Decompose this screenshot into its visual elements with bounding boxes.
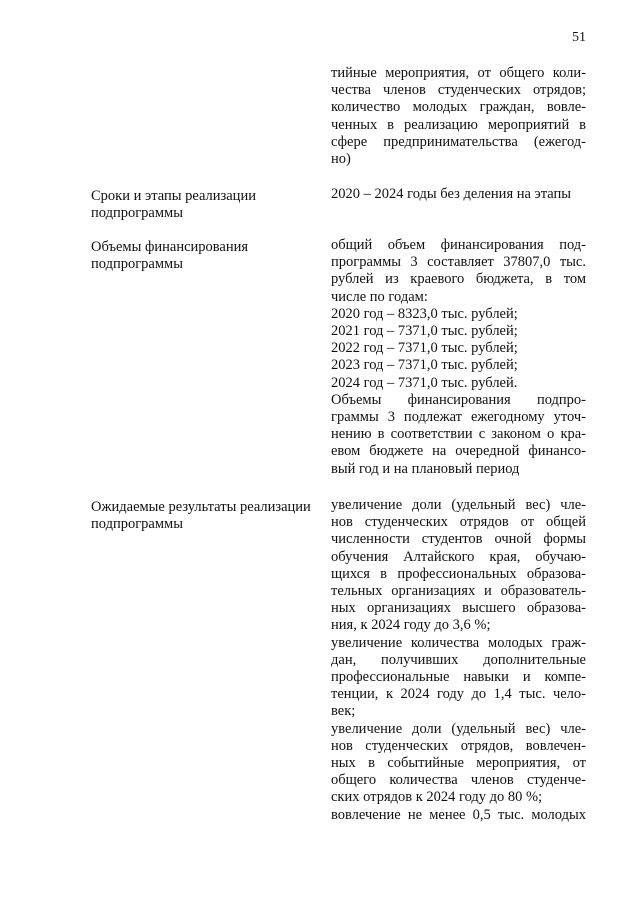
text-line: общий объем финансирования под- <box>331 237 586 253</box>
results-label <box>91 499 321 533</box>
text-line: увеличение количества молодых граж- <box>331 634 586 651</box>
text-line: 2022 год – 7371,0 тыс. рублей; <box>331 340 518 357</box>
label-line: подпрограммы <box>91 516 183 532</box>
text-line: обучения Алтайского края, обучаю- <box>331 548 586 565</box>
text-line: ния, к 2024 году до 3,6 %; <box>331 617 491 634</box>
text-line: числе по годам: <box>331 288 428 305</box>
text-line: Объемы финансирования подпро- <box>331 391 586 408</box>
label-line: Ожидаемые результаты реализации <box>91 499 311 515</box>
text-line: увеличение доли (удельный вес) чле- <box>331 720 586 737</box>
text-line: 2023 год – 7371,0 тыс. рублей; <box>331 357 518 374</box>
page-number: 51 <box>572 30 586 45</box>
text-line: евом бюджете на очередной финансо- <box>331 443 586 460</box>
text-line: дан, получивших дополнительные <box>331 651 586 668</box>
text-line: программы 3 составляет 37807,0 тыс. <box>331 254 586 271</box>
funding-text <box>331 237 586 478</box>
terms-label <box>91 188 321 222</box>
text-line: нению в соответствии с законом о кра- <box>331 426 586 443</box>
text-line: ных в событийные мероприятия, от <box>331 755 586 772</box>
text-line: общего количества членов студенче- <box>331 772 586 789</box>
text-line: количество молодых граждан, вовле- <box>331 99 586 116</box>
text-line: увеличение доли (удельный вес) чле- <box>331 497 586 513</box>
label-line: подпрограммы <box>91 256 183 272</box>
text-line: щихся в профессиональных образова- <box>331 565 586 582</box>
text-line: ских отрядов к 2024 году до 80 %; <box>331 789 543 806</box>
text-line: 2020 – 2024 годы без деления на этапы <box>331 186 572 202</box>
text-line: ных организациях высшего образова- <box>331 600 586 617</box>
text-line: век; <box>331 703 356 720</box>
text-line: ченных в реализацию мероприятий в <box>331 116 586 133</box>
text-line: вовлечение не менее 0,5 тыс. молодых <box>331 806 586 823</box>
text-line: нов студенческих отрядов от общей <box>331 514 586 531</box>
text-line: тийные мероприятия, от общего коли- <box>331 65 586 81</box>
text-line: граммы 3 подлежат ежегодному уточ- <box>331 409 586 426</box>
text-line: профессиональные навыки и компе- <box>331 669 586 686</box>
label-line: Сроки и этапы реализации <box>91 188 256 204</box>
text-line: 2020 год – 8323,0 тыс. рублей; <box>331 305 518 322</box>
text-line: рублей из краевого бюджета, в том <box>331 271 586 288</box>
terms-text <box>331 186 586 203</box>
label-line: Объемы финансирования <box>91 239 249 255</box>
text-line: 2021 год – 7371,0 тыс. рублей; <box>331 323 518 340</box>
text-line: численности студентов очной формы <box>331 531 586 548</box>
text-line: тельных организациях и образователь- <box>331 583 586 600</box>
funding-label <box>91 239 321 273</box>
text-line: тенции, к 2024 году до 1,4 тыс. чело- <box>331 686 586 703</box>
continuation-text <box>331 65 586 168</box>
text-line: сфере предпринимательства (ежегод- <box>331 133 586 150</box>
text-line: 2024 год – 7371,0 тыс. рублей. <box>331 374 518 391</box>
results-text <box>331 497 586 824</box>
text-line: вый год и на плановый период <box>331 460 520 477</box>
label-line: подпрограммы <box>91 205 183 221</box>
text-line: чества членов студенческих отрядов; <box>331 82 586 99</box>
text-line: но) <box>331 151 351 168</box>
text-line: нов студенческих отрядов, вовлечен- <box>331 737 586 754</box>
